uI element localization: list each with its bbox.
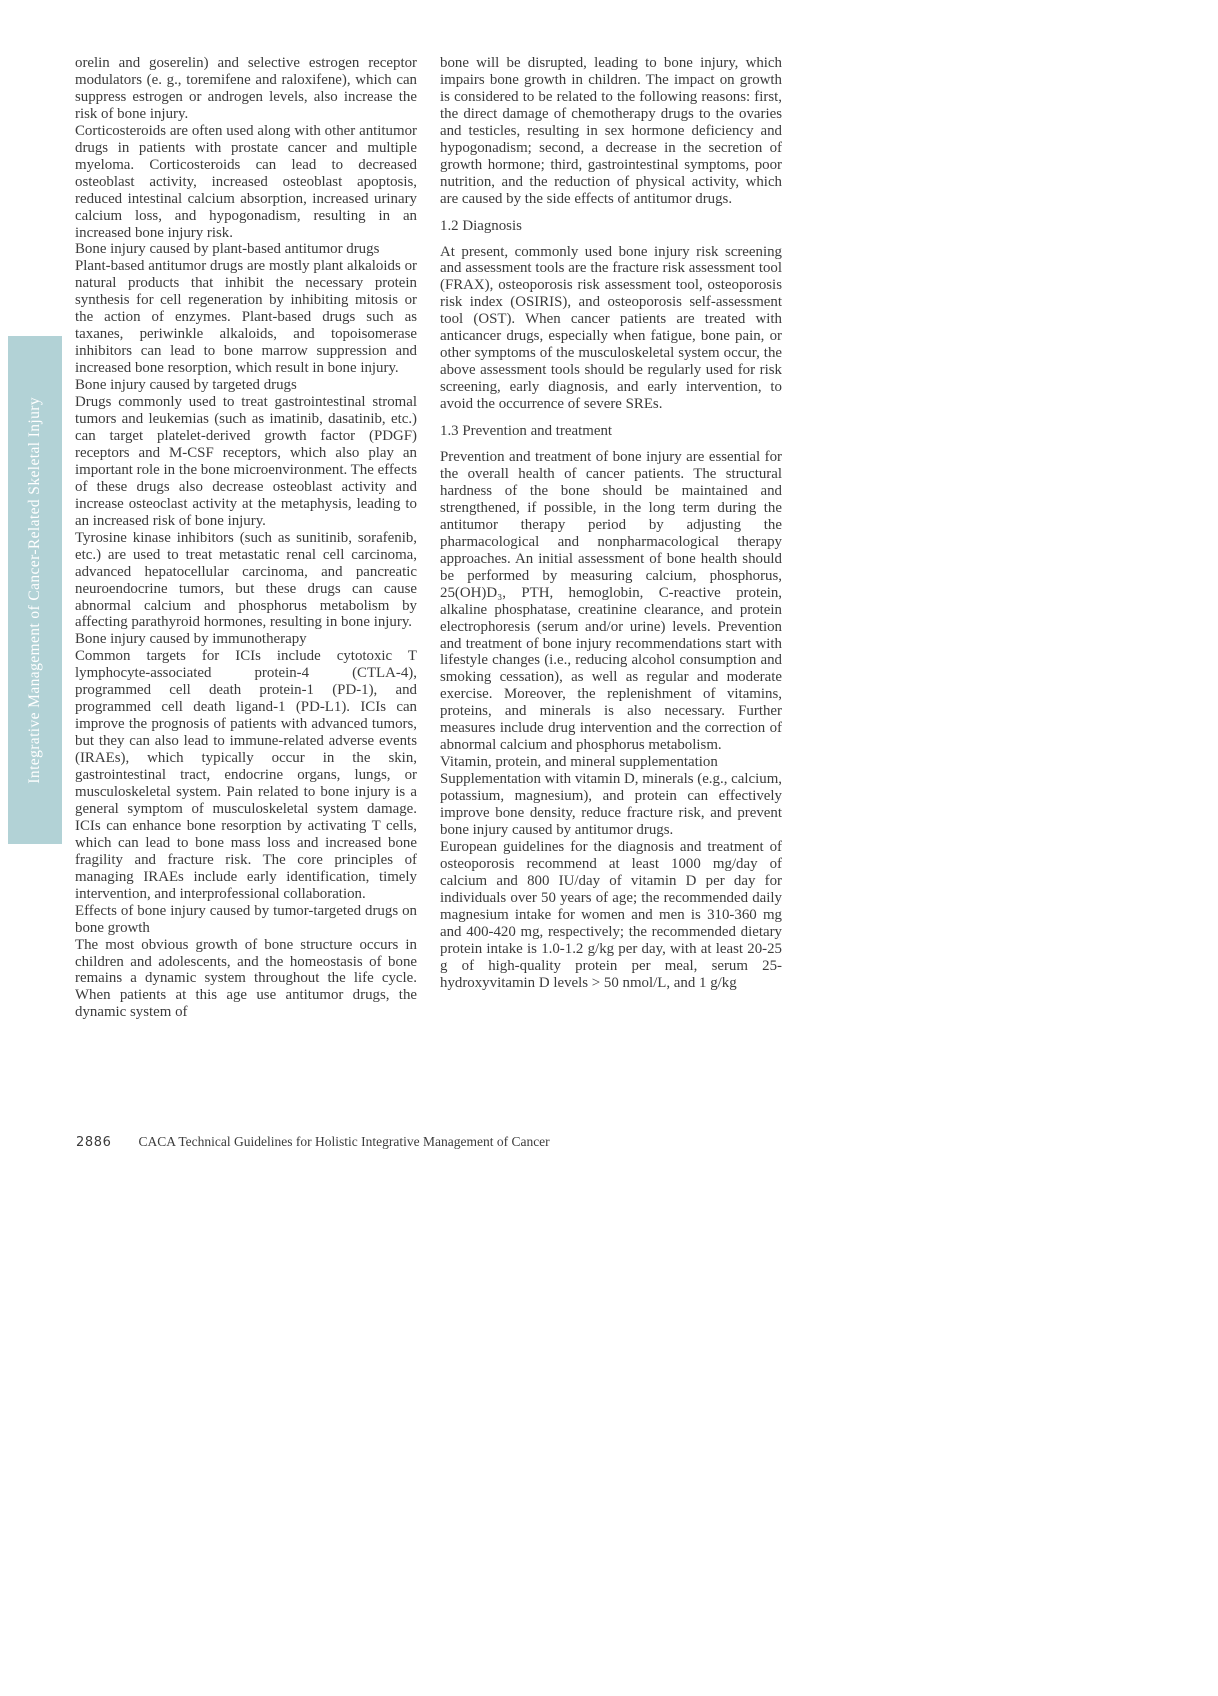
paragraph-subheading: Effects of bone injury caused by tumor-targeted drugs on bone growth [75,902,417,936]
body-paragraph: orelin and goserelin) and selective estrogen receptor modulators (e. g., toremifene and raloxifene), which can suppress estrogen or androgen levels, also increase the risk of bone injury. [75,55,417,122]
footer-running-title: CACA Technical Guidelines for Holistic Integrative Management of Cancer [138,1134,550,1149]
paragraph-subheading: Bone injury caused by plant-based antitumor drugs [75,241,380,258]
body-paragraph: Plant-based antitumor drugs are mostly plant alkaloids or natural products that inhibit the necessary protein synthesis for cell regeneration by inhibiting mitosis or the action of enzymes. Plant-based drugs such as taxanes, periwinkle alkaloids, and topoisomerase inhibitors can lead to bone marrow suppression and increased bone resorption, which result in bone injury. [75,258,417,377]
body-paragraph: bone will be disrupted, leading to bone injury, which impairs bone growth in children. The impact on growth is considered to be related to the following reasons: first, the direct damage of chemotherapy drugs to the ovaries and testicles, resulting in sex hormone deficiency and hypogonadism; second, a decrease in the secretion of growth hormone; third, gastrointestinal symptoms, poor nutrition, and the reduction of physical activity, which are caused by the side effects of antitumor drugs. [440,55,782,207]
body-paragraph: Prevention and treatment of bone injury are essential for the overall health of cancer patients. The structural hardness of the bone should be maintained and strengthened, if possible, in the long term during the antitumor therapy period by adjusting the pharmacological and nonpharmacological therapy approaches. An initial assessment of bone health should be performed by measuring calcium, phosphorus, 25(OH)D₃, PTH, hemoglobin, C-reactive protein, alkaline phosphatase, creatinine clearance, and protein electrophoresis (serum and/or urine) levels. Prevention and treatment of bone injury recommendations start with lifestyle changes (i.e., reducing alcohol consumption and smoking cessation), as well as regular and moderate exercise. Moreover, the replenishment of vitamins, proteins, and minerals is also necessary. Further measures include drug intervention and the correction of abnormal calcium and phosphorus metabolism. [440,449,782,754]
section-heading: 1.2 Diagnosis [440,217,522,234]
body-paragraph: European guidelines for the diagnosis and treatment of osteoporosis recommend at least 1000 mg/day of calcium and 800 IU/day of vitamin D per day for individuals over 50 years of age; the recommended daily magnesium intake for women and men is 310-360 mg and 400-420 mg, respectively; the recommended dietary protein intake is 1.0-1.2 g/kg per day, with at least 20-25 g of high-quality protein per meal, serum 25-hydroxyvitamin D levels > 50 nmol/L, and 1 g/kg [440,838,782,991]
section-heading: 1.3 Prevention and treatment [440,423,613,440]
body-paragraph: Common targets for ICIs include cytotoxic T lymphocyte-associated protein-4 (CTLA-4), programmed cell death protein-1 (PD-1), and programmed cell death ligand-1 (PD-L1). ICIs can improve the prognosis of patients with advanced tumors, but they can also lead to immune-related adverse events (IRAEs), which typically occur in the skin, gastrointestinal tract, endocrine organs, lungs, or musculoskeletal system. Pain related to bone injury is a general symptom of musculoskeletal system damage. ICIs can enhance bone resorption by activating T cells, which can lead to bone mass loss and increased bone fragility and fracture risk. The core principles of managing IRAEs include early identification, timely intervention, and interprofessional collaboration. [75,648,417,902]
body-paragraph: Supplementation with vitamin D, minerals (e.g., calcium, potassium, magnesium), and protein can effectively improve bone density, reduce fracture risk, and prevent bone injury caused by antitumor drugs. [440,771,782,838]
body-paragraph: At present, commonly used bone injury risk screening and assessment tools are the fracture risk assessment tool (FRAX), osteoporosis risk assessment tool, osteoporosis risk index (OSIRIS), and osteoporosis self-assessment tool (OST). When cancer patients are treated with anticancer drugs, especially when fatigue, bone pain, or other symptoms of the musculoskeletal system occur, the above assessment tools should be regularly used for risk screening, early diagnosis, and early intervention, to avoid the occurrence of severe SREs. [440,243,782,413]
body-paragraph: Corticosteroids are often used along with other antitumor drugs in patients with prostate cancer and multiple myeloma. Corticosteroids can lead to decreased osteoblast activity, increased osteoblast apoptosis, reduced intestinal calcium absorption, increased urinary calcium loss, and hypogonadism, resulting in an increased bone injury risk. [75,122,417,241]
paragraph-subheading: Bone injury caused by immunotherapy [75,631,307,648]
sidebar-banner-text: Integrative Management of Cancer-Related Skeletal Injury [26,396,43,784]
page-number: 2886 [76,1135,112,1150]
page-footer [76,1134,550,1150]
paragraph-subheading: Bone injury caused by targeted drugs [75,377,297,394]
sidebar-banner [8,336,62,844]
paragraph-subheading: Vitamin, protein, and mineral supplementation [440,754,718,771]
body-paragraph: Drugs commonly used to treat gastrointestinal stromal tumors and leukemias (such as imatinib, dasatinib, etc.) can target platelet-derived growth factor (PDGF) receptors and M-CSF receptors, which also play an important role in the bone microenvironment. The effects of these drugs also decrease osteoblast activity and increase osteoclast activity at the metaphysis, leading to an increased risk of bone injury. [75,394,417,529]
body-paragraph: Tyrosine kinase inhibitors (such as sunitinib, sorafenib, etc.) are used to treat metastatic renal cell carcinoma, advanced hepatocellular carcinoma, and pancreatic neuroendocrine tumors, but these drugs can cause abnormal calcium and phosphorus metabolism by affecting parathyroid hormones, resulting in bone injury. [75,529,417,631]
text-column-right [440,55,782,992]
text-column-left [75,55,417,1021]
body-paragraph: The most obvious growth of bone structure occurs in children and adolescents, and the homeostasis of bone remains a dynamic system throughout the life cycle. When patients at this age use antitumor drugs, the dynamic system of [75,936,417,1021]
